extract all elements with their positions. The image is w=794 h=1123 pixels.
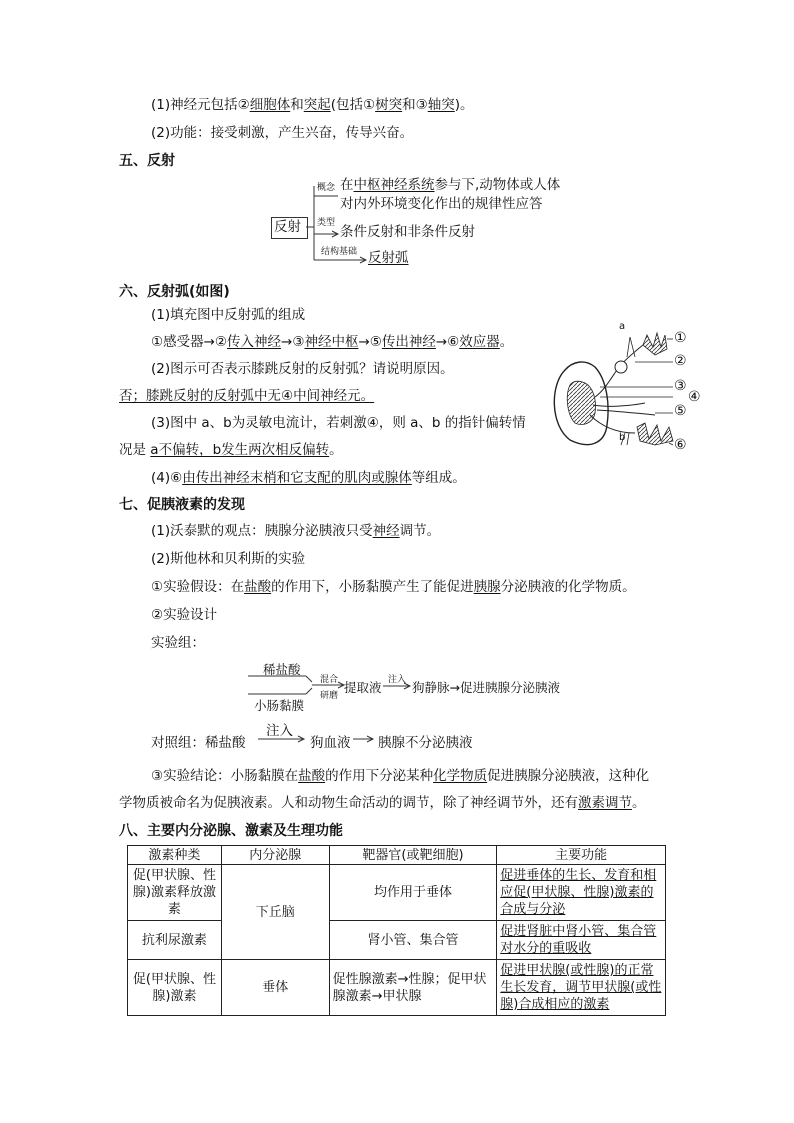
answer-afferent: 传入神经 — [227, 334, 282, 350]
exp-hcl: 稀盐酸 — [263, 662, 301, 677]
exp-result: 狗静脉→促进胰腺分泌胰液 — [412, 680, 560, 695]
control-arrow-1 — [258, 733, 308, 745]
figure-label-2: ② — [674, 353, 687, 369]
text: →⑤ — [358, 334, 382, 350]
text: 学物质被命名为促胰液素。人和动物生命活动的调节，除了神经调节外，还有 — [119, 795, 578, 811]
arc-question-4 — [151, 468, 466, 488]
answer-process: 突起 — [303, 97, 331, 113]
answer-deflection: a不偏转，b发生两次相反偏转 — [150, 442, 330, 458]
arc-question-3: (3)图中 a、b为灵敏电流计，若刺激④，则 a、b 的指针偏转情 — [151, 415, 526, 431]
conclusion-line-2 — [119, 793, 646, 813]
text: 分泌胰液的化学物质。 — [500, 579, 636, 595]
text: 况是 — [119, 442, 151, 458]
text: 的作用下，小肠黏膜产生了能促进 — [271, 579, 474, 595]
text: )。 — [454, 97, 474, 113]
text: ①实验假设：在 — [151, 579, 245, 595]
header-target: 靶器官(或靶细胞) — [329, 846, 497, 865]
answer-efferent: 传出神经 — [381, 334, 436, 350]
cell-target: 肾小管、集合管 — [329, 921, 497, 960]
section-heading-secretin: 七、促胰液素的发现 — [119, 497, 245, 513]
text: 在 — [340, 177, 354, 193]
table-row — [128, 921, 666, 960]
neuron-composition-line — [151, 95, 474, 115]
figure-label-4: ④ — [688, 389, 701, 405]
cell-target: 均作用于垂体 — [329, 865, 497, 921]
cell-function: 促进垂体的生长、发育和相应促(甲状腺、性腺)激素的合成与分泌 — [497, 865, 666, 921]
answer-effector: 效应器 — [459, 334, 500, 350]
arc-question-2: (2)图示可否表示膝跳反射的反射弧？请说明原因。 — [151, 361, 454, 377]
answer-hormone-regulation: 激素调节 — [578, 795, 632, 811]
text: 。 — [329, 442, 343, 458]
answer-pancreas: 胰腺 — [473, 579, 501, 595]
cell-gland: 垂体 — [221, 960, 329, 1016]
text: 促进胰腺分泌胰液，这种化 — [487, 768, 650, 784]
cell-hormone: 促(甲状腺、性腺)激素 — [128, 960, 222, 1016]
table-row — [128, 865, 666, 921]
table-row — [128, 960, 666, 1016]
control-group-label: 对照组：稀盐酸 — [151, 735, 246, 751]
answer-cns: 中枢神经系统 — [353, 177, 435, 193]
text: 。 — [632, 795, 646, 811]
control-result: 胰腺不分泌胰液 — [378, 735, 473, 751]
hormone-table — [127, 845, 666, 1016]
control-arrow-2 — [353, 733, 377, 745]
text: 和 — [290, 97, 304, 113]
text: ①感受器→② — [151, 334, 228, 350]
reflex-center-label: 反射 — [274, 219, 301, 235]
figure-label-5: ⑤ — [674, 403, 687, 419]
neuron-function-line: (2)功能：接受刺激，产生兴奋，传导兴奋。 — [151, 125, 414, 141]
cell-target: 促性腺激素→性腺；促甲状腺激素→甲状腺 — [329, 960, 497, 1016]
cell-function: 促进甲状腺(或性腺)的正常生长发育，调节甲状腺(或性腺)合成相应的激素 — [497, 960, 666, 1016]
secretin-line-2: (2)斯他林和贝利斯的实验 — [151, 551, 306, 567]
arc-answer-1 — [151, 332, 513, 352]
text: (4)⑥ — [151, 470, 183, 486]
answer-hcl: 盐酸 — [244, 579, 272, 595]
figure-label-1: ① — [674, 330, 687, 346]
conclusion-line-1 — [151, 766, 649, 786]
text: ③实验结论：小肠黏膜在 — [151, 768, 299, 784]
answer-reflex-arc: 反射弧 — [368, 250, 409, 266]
text: 和③ — [402, 97, 428, 113]
exp-mix-tag: 混合 — [320, 675, 339, 685]
text: (1)沃泰默的观点：胰腺分泌胰液只受 — [151, 523, 373, 539]
text: 。 — [499, 334, 514, 350]
concept-line-1 — [340, 177, 560, 193]
answer-cell-body: 细胞体 — [249, 97, 291, 113]
tag-structure: 结构基础 — [321, 247, 358, 257]
header-gland: 内分泌腺 — [221, 846, 329, 865]
cell-gland: 下丘脑 — [221, 865, 329, 960]
secretin-design: ②实验设计 — [151, 607, 218, 623]
cell-function: 促进肾脏中肾小管、集合管对水分的重吸收 — [497, 921, 666, 960]
type-text: 条件反射和非条件反射 — [340, 224, 475, 240]
cell-hormone: 促(甲状腺、性腺)激素释放激素 — [128, 865, 222, 921]
answer-hcl-2: 盐酸 — [298, 768, 326, 784]
cell-hormone: 抗利尿激素 — [128, 921, 222, 960]
figure-label-6: ⑥ — [674, 437, 687, 453]
section-heading-reflex: 五、反射 — [119, 153, 175, 169]
answer-center: 神经中枢 — [304, 334, 359, 350]
text: 等组成。 — [411, 470, 466, 486]
exp-mucosa: 小肠黏膜 — [254, 698, 305, 713]
secretin-hypothesis — [151, 577, 636, 597]
text: →⑥ — [435, 334, 460, 350]
header-function: 主要功能 — [497, 846, 666, 865]
tag-type: 类型 — [317, 218, 336, 228]
text: (1)神经元包括② — [151, 97, 250, 113]
answer-dendrite: 树突 — [375, 97, 403, 113]
exp-inject-tag: 注入 — [388, 675, 407, 685]
figure-meter-b: b — [619, 432, 626, 443]
section-heading-glands: 八、主要内分泌腺、激素及生理功能 — [119, 823, 343, 839]
secretin-line-1 — [151, 521, 440, 541]
text: 调节。 — [399, 523, 441, 539]
text: (包括① — [330, 97, 376, 113]
control-blood: 狗血液 — [310, 735, 351, 751]
arc-answer-2: 否；膝跳反射的反射弧中无④中间神经元。 — [119, 388, 375, 404]
text: 参与下,动物体或人体 — [434, 177, 561, 193]
section-heading-reflex-arc: 六、反射弧(如图) — [119, 284, 230, 300]
exp-extract: 提取液 — [344, 680, 382, 695]
table-header-row — [128, 846, 666, 865]
answer-nerve: 神经 — [372, 523, 400, 539]
text: 的作用下分泌某种 — [325, 768, 434, 784]
figure-label-3: ③ — [674, 378, 687, 394]
concept-line-2: 对内外环境变化作出的规律性应答 — [340, 196, 543, 212]
figure-meter-a: a — [619, 321, 626, 332]
arc-question-1: (1)填充图中反射弧的组成 — [151, 307, 306, 323]
header-hormone: 激素种类 — [128, 846, 222, 865]
answer-axon: 轴突 — [427, 97, 455, 113]
answer-chemical: 化学物质 — [433, 768, 488, 784]
text: →③ — [281, 334, 305, 350]
exp-grind-tag: 研磨 — [320, 691, 339, 701]
arc-answer-3 — [119, 440, 343, 460]
answer-effector-composition: 由传出神经末梢和它支配的肌肉或腺体 — [182, 470, 412, 486]
control-inject-tag: 注入 — [266, 723, 293, 739]
experiment-group-label: 实验组： — [151, 635, 205, 651]
tag-concept: 概念 — [317, 183, 336, 193]
